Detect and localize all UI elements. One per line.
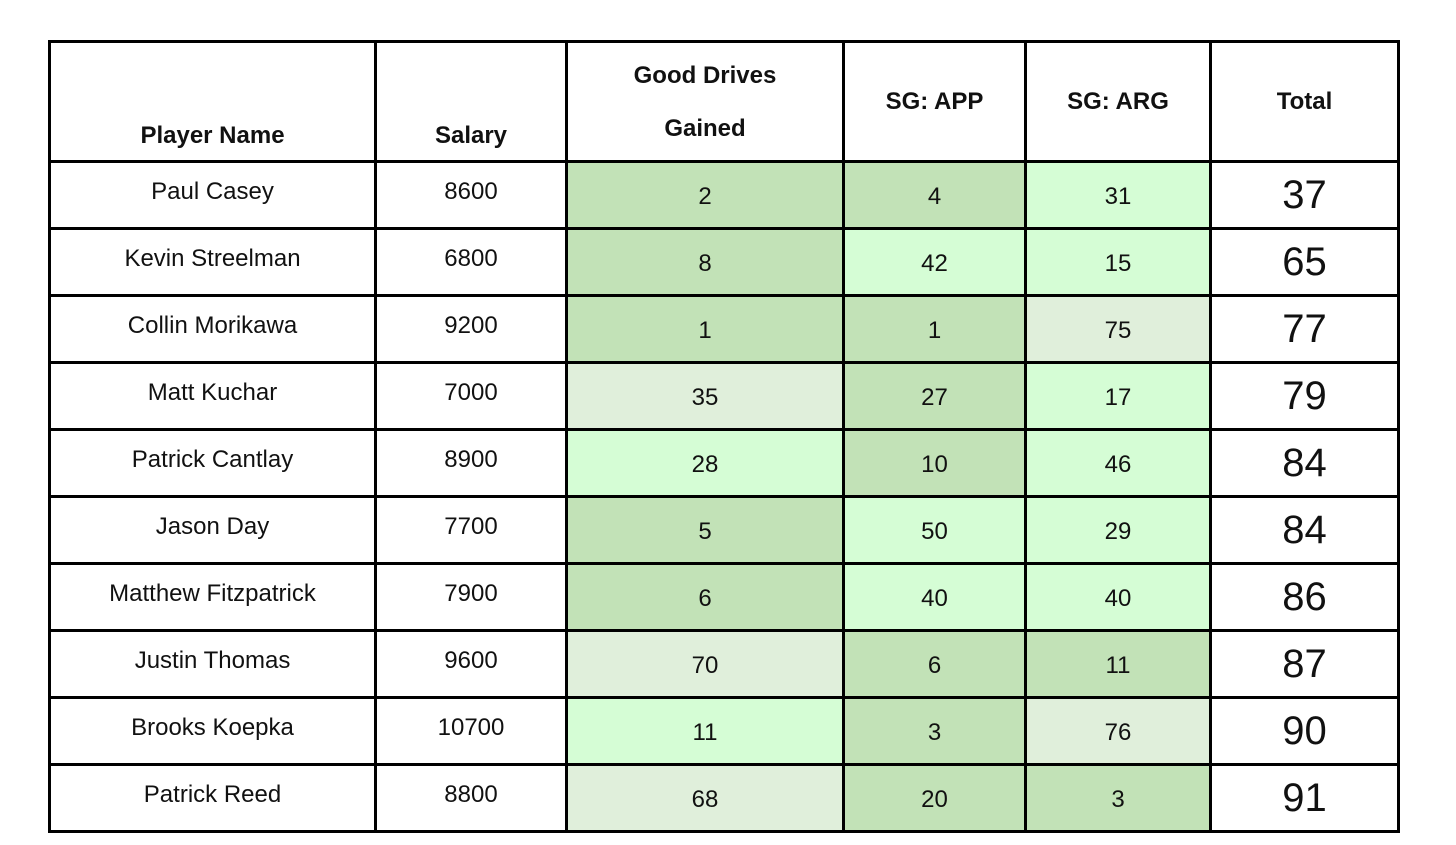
- good-drives-cell: 1: [567, 296, 844, 363]
- player-name-cell: Brooks Koepka: [50, 698, 376, 765]
- good-drives-cell: 2: [567, 162, 844, 229]
- good-drives-cell: 5: [567, 497, 844, 564]
- player-name-cell: Justin Thomas: [50, 631, 376, 698]
- header-salary: Salary: [376, 42, 567, 162]
- header-row: [50, 42, 1399, 162]
- sg-app-cell: 3: [844, 698, 1026, 765]
- salary-cell: 6800: [376, 229, 567, 296]
- table-row: [50, 363, 1399, 430]
- sg-arg-cell: 75: [1026, 296, 1211, 363]
- sg-app-cell: 10: [844, 430, 1026, 497]
- total-cell: 87: [1211, 631, 1399, 698]
- player-name-cell: Matt Kuchar: [50, 363, 376, 430]
- good-drives-cell: 68: [567, 765, 844, 832]
- sg-arg-cell: 40: [1026, 564, 1211, 631]
- header-good-drives-line2: Gained: [664, 114, 746, 142]
- rankings-table-container: [48, 40, 1400, 833]
- table-row: [50, 765, 1399, 832]
- table-row: [50, 162, 1399, 229]
- table-row: [50, 497, 1399, 564]
- salary-cell: 8600: [376, 162, 567, 229]
- total-cell: 86: [1211, 564, 1399, 631]
- salary-cell: 10700: [376, 698, 567, 765]
- player-name-cell: Jason Day: [50, 497, 376, 564]
- header-sg-app: SG: APP: [844, 42, 1026, 162]
- sg-app-cell: 6: [844, 631, 1026, 698]
- salary-cell: 7900: [376, 564, 567, 631]
- sg-app-cell: 4: [844, 162, 1026, 229]
- salary-cell: 9200: [376, 296, 567, 363]
- total-cell: 84: [1211, 430, 1399, 497]
- header-good-drives-gained: [567, 42, 844, 162]
- sg-app-cell: 1: [844, 296, 1026, 363]
- player-name-cell: Kevin Streelman: [50, 229, 376, 296]
- player-name-cell: Paul Casey: [50, 162, 376, 229]
- sg-arg-cell: 3: [1026, 765, 1211, 832]
- salary-cell: 8900: [376, 430, 567, 497]
- player-rankings-table: [48, 40, 1400, 833]
- header-total: Total: [1211, 42, 1399, 162]
- sg-arg-cell: 17: [1026, 363, 1211, 430]
- player-name-cell: Collin Morikawa: [50, 296, 376, 363]
- salary-cell: 7000: [376, 363, 567, 430]
- good-drives-cell: 35: [567, 363, 844, 430]
- sg-arg-cell: 31: [1026, 162, 1211, 229]
- good-drives-cell: 28: [567, 430, 844, 497]
- header-good-drives-line1: Good Drives: [633, 61, 777, 89]
- header-sg-arg: SG: ARG: [1026, 42, 1211, 162]
- total-cell: 37: [1211, 162, 1399, 229]
- sg-app-cell: 27: [844, 363, 1026, 430]
- player-name-cell: Matthew Fitzpatrick: [50, 564, 376, 631]
- total-cell: 79: [1211, 363, 1399, 430]
- sg-arg-cell: 15: [1026, 229, 1211, 296]
- total-cell: 90: [1211, 698, 1399, 765]
- player-name-cell: Patrick Cantlay: [50, 430, 376, 497]
- good-drives-cell: 8: [567, 229, 844, 296]
- sg-arg-cell: 46: [1026, 430, 1211, 497]
- table-row: [50, 430, 1399, 497]
- sg-app-cell: 50: [844, 497, 1026, 564]
- sg-arg-cell: 29: [1026, 497, 1211, 564]
- sg-app-cell: 40: [844, 564, 1026, 631]
- good-drives-cell: 6: [567, 564, 844, 631]
- sg-app-cell: 20: [844, 765, 1026, 832]
- total-cell: 84: [1211, 497, 1399, 564]
- total-cell: 65: [1211, 229, 1399, 296]
- sg-arg-cell: 76: [1026, 698, 1211, 765]
- table-row: [50, 296, 1399, 363]
- salary-cell: 9600: [376, 631, 567, 698]
- salary-cell: 8800: [376, 765, 567, 832]
- total-cell: 91: [1211, 765, 1399, 832]
- sg-arg-cell: 11: [1026, 631, 1211, 698]
- good-drives-cell: 70: [567, 631, 844, 698]
- player-name-cell: Patrick Reed: [50, 765, 376, 832]
- table-row: [50, 631, 1399, 698]
- sg-app-cell: 42: [844, 229, 1026, 296]
- good-drives-cell: 11: [567, 698, 844, 765]
- header-player-name: Player Name: [50, 42, 376, 162]
- table-row: [50, 698, 1399, 765]
- salary-cell: 7700: [376, 497, 567, 564]
- table-row: [50, 564, 1399, 631]
- table-row: [50, 229, 1399, 296]
- total-cell: 77: [1211, 296, 1399, 363]
